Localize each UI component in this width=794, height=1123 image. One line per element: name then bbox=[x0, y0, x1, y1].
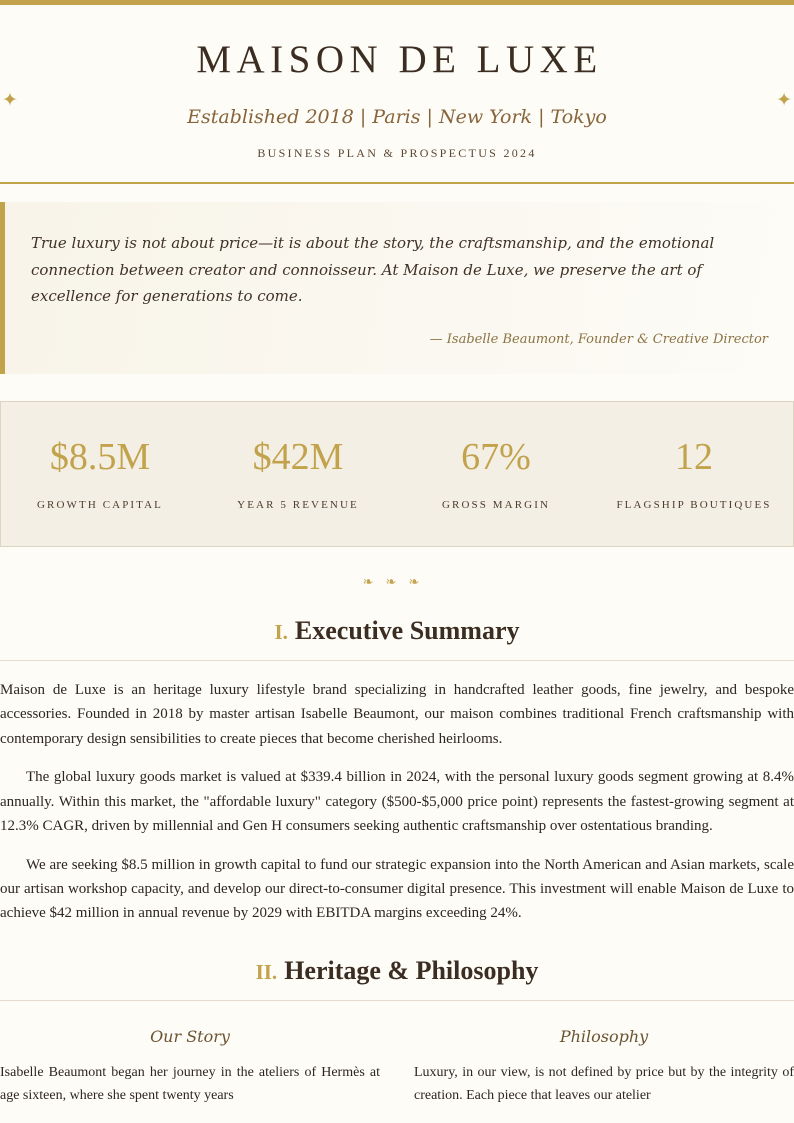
section-title: Heritage & Philosophy bbox=[284, 955, 539, 985]
brand-title: MAISON DE LUXE bbox=[196, 38, 603, 81]
metric-flagship-boutiques bbox=[595, 437, 793, 511]
sparkle-ornament-icon-left: ✦ bbox=[2, 90, 18, 111]
column-heading: Our Story bbox=[150, 1026, 230, 1046]
metric-value: $8.5M bbox=[49, 436, 151, 479]
fleuron-divider bbox=[0, 547, 794, 608]
metric-year-5-revenue bbox=[199, 437, 397, 511]
paragraph: We are seeking $8.5 million in growth capital to fund our strategic expansion into the North American and Asian markets, scale our artisan workshop capacity, and develop our direct-to-consumer digital presence. This investment will enable Maison de Luxe to achieve $42 million in annual revenue by 2029 with EBITDA margins exceeding 24%. bbox=[0, 856, 794, 922]
column-philosophy bbox=[414, 1027, 794, 1107]
document-masthead bbox=[0, 5, 794, 184]
fleuron-icon-3: ❧ bbox=[408, 573, 432, 589]
column-paragraph: Isabelle Beaumont began her journey in the ateliers of Hermès at age sixteen, where she spent twenty years bbox=[0, 1064, 380, 1103]
brand-tagline: BUSINESS PLAN & PROSPECTUS 2024 bbox=[257, 145, 537, 160]
pull-quote-text: True luxury is not about price—it is about the story, the craftsmanship, and the emotional connection between creator and connoisseur. At Maison de Luxe, we preserve the art of excellence for generations to come. bbox=[31, 233, 715, 306]
column-heading: Philosophy bbox=[559, 1026, 649, 1046]
metric-value: $42M bbox=[252, 436, 344, 479]
fleuron-icon-2: ❧ bbox=[385, 573, 409, 589]
column-paragraph: Luxury, in our view, is not defined by price but by the integrity of creation. Each piece that leaves our atelier bbox=[414, 1064, 794, 1103]
section-heading-heritage-philosophy bbox=[0, 956, 794, 1001]
metric-label: FLAGSHIP BOUTIQUES bbox=[616, 498, 772, 511]
section-numeral: II. bbox=[255, 959, 278, 984]
section-body-heritage-philosophy bbox=[0, 1001, 794, 1107]
sparkle-ornament-icon-right: ✦ bbox=[776, 90, 792, 111]
metric-growth-capital bbox=[1, 437, 199, 511]
pull-quote-block bbox=[0, 202, 794, 374]
metric-gross-margin bbox=[397, 437, 595, 511]
section-numeral: I. bbox=[274, 619, 288, 644]
key-metrics-band bbox=[0, 401, 794, 547]
metric-label: GROSS MARGIN bbox=[441, 498, 551, 511]
pull-quote-attribution: — Isabelle Beaumont, Founder & Creative Director bbox=[429, 332, 768, 348]
paragraph: The global luxury goods market is valued at $339.4 billion in 2024, with the personal luxury goods segment growing at 8.4% annually. Within this market, the "affordable luxury" category ($500-$5,000 price point) represents the fastest-growing segment at 12.3% CAGR, driven by millennial and Gen H consumers seeking authentic craftsmanship over ostentatious branding. bbox=[0, 769, 794, 835]
brand-subtitle: Established 2018 | Paris | New York | Tokyo bbox=[187, 105, 607, 128]
section-body-executive-summary bbox=[0, 661, 794, 926]
paragraph: Maison de Luxe is an heritage luxury lifestyle brand specializing in handcrafted leather goods, fine jewelry, and bespoke accessories. Founded in 2018 by master artisan Isabelle Beaumont, our maison combines traditional French craftsmanship with contemporary design sensibilities to create pieces that become cherished heirlooms. bbox=[0, 681, 794, 747]
section-heading-executive-summary bbox=[0, 616, 794, 661]
metric-label: GROWTH CAPITAL bbox=[37, 498, 163, 511]
fleuron-icon-1: ❧ bbox=[362, 573, 386, 589]
metric-label: YEAR 5 REVENUE bbox=[237, 498, 359, 511]
section-title: Executive Summary bbox=[294, 615, 520, 645]
column-our-story bbox=[0, 1027, 380, 1107]
metric-value: 67% bbox=[461, 436, 531, 479]
metric-value: 12 bbox=[675, 436, 713, 479]
